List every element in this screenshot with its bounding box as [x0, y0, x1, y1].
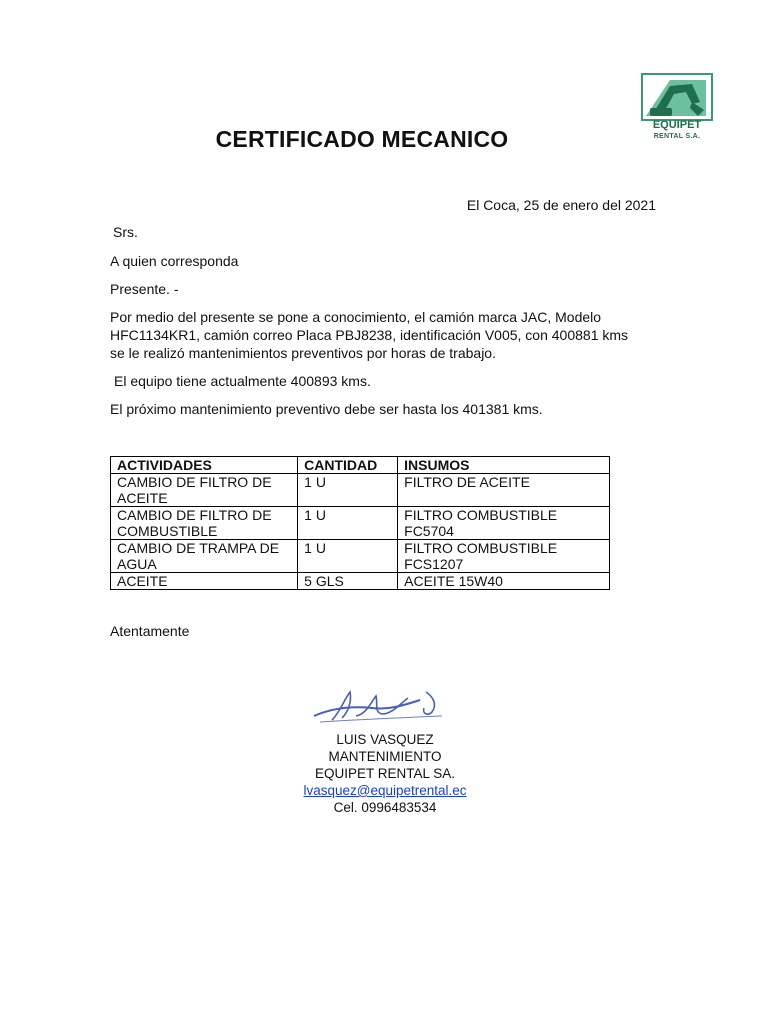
table-cell: CAMBIO DE FILTRO DE ACEITE — [111, 474, 298, 507]
table-cell: FILTRO DE ACEITE — [398, 474, 610, 507]
logo-name: EQUIPET — [652, 119, 702, 131]
table-cell: CAMBIO DE TRAMPA DE AGUA — [111, 540, 298, 573]
table-row — [111, 474, 610, 507]
table-cell: 1 U — [298, 507, 398, 540]
table-cell: ACEITE 15W40 — [398, 573, 610, 590]
table-cell: FILTRO COMBUSTIBLE FCS1207 — [398, 540, 610, 573]
table-cell: FILTRO COMBUSTIBLE FC5704 — [398, 507, 610, 540]
signer-name: LUIS VASQUEZ — [336, 732, 434, 747]
signature-image — [292, 686, 462, 726]
header-insumos: INSUMOS — [398, 457, 610, 474]
table-cell: ACEITE — [111, 573, 298, 590]
table-cell: 5 GLS — [298, 573, 398, 590]
table-row — [111, 507, 610, 540]
closing-text: Atentamente — [110, 623, 190, 639]
table-header-row — [111, 457, 610, 474]
table-cell: CAMBIO DE FILTRO DE COMBUSTIBLE — [111, 507, 298, 540]
salutation-srs: Srs. — [113, 224, 138, 240]
activities-table — [110, 456, 610, 590]
current-km-paragraph: El equipo tiene actualmente 400893 kms. — [114, 373, 371, 389]
header-cantidad: CANTIDAD — [298, 457, 398, 474]
header-actividades: ACTIVIDADES — [111, 457, 298, 474]
body-paragraph: Por medio del presente se pone a conocimiento, el camión marca JAC, Modelo HFC1134KR1, camión correo Placa PBJ8238, identificación V005, con 400881 kms se le realizó mantenimientos preventivos por horas de trabajo. — [110, 309, 629, 361]
table-row — [111, 573, 610, 590]
document-title: CERTIFICADO MECANICO — [215, 126, 509, 152]
salutation-presente: Presente. - — [110, 281, 179, 297]
next-maintenance-paragraph: El próximo mantenimiento preventivo debe ser hasta los 401381 kms. — [110, 401, 543, 417]
signature-block — [240, 731, 530, 816]
table-cell: 1 U — [298, 474, 398, 507]
logo-subtitle: RENTAL S.A. — [653, 133, 701, 140]
table-row — [111, 540, 610, 573]
signer-email-link[interactable]: lvasquez@equipetrental.ec — [303, 783, 467, 798]
date-line: El Coca, 25 de enero del 2021 — [466, 197, 656, 213]
signer-phone: Cel. 0996483534 — [333, 800, 437, 815]
salutation-recipient: A quien corresponda — [110, 253, 239, 269]
signer-role: MANTENIMIENTO — [328, 749, 442, 764]
signer-company: EQUIPET RENTAL SA. — [314, 766, 456, 781]
table-cell: 1 U — [298, 540, 398, 573]
